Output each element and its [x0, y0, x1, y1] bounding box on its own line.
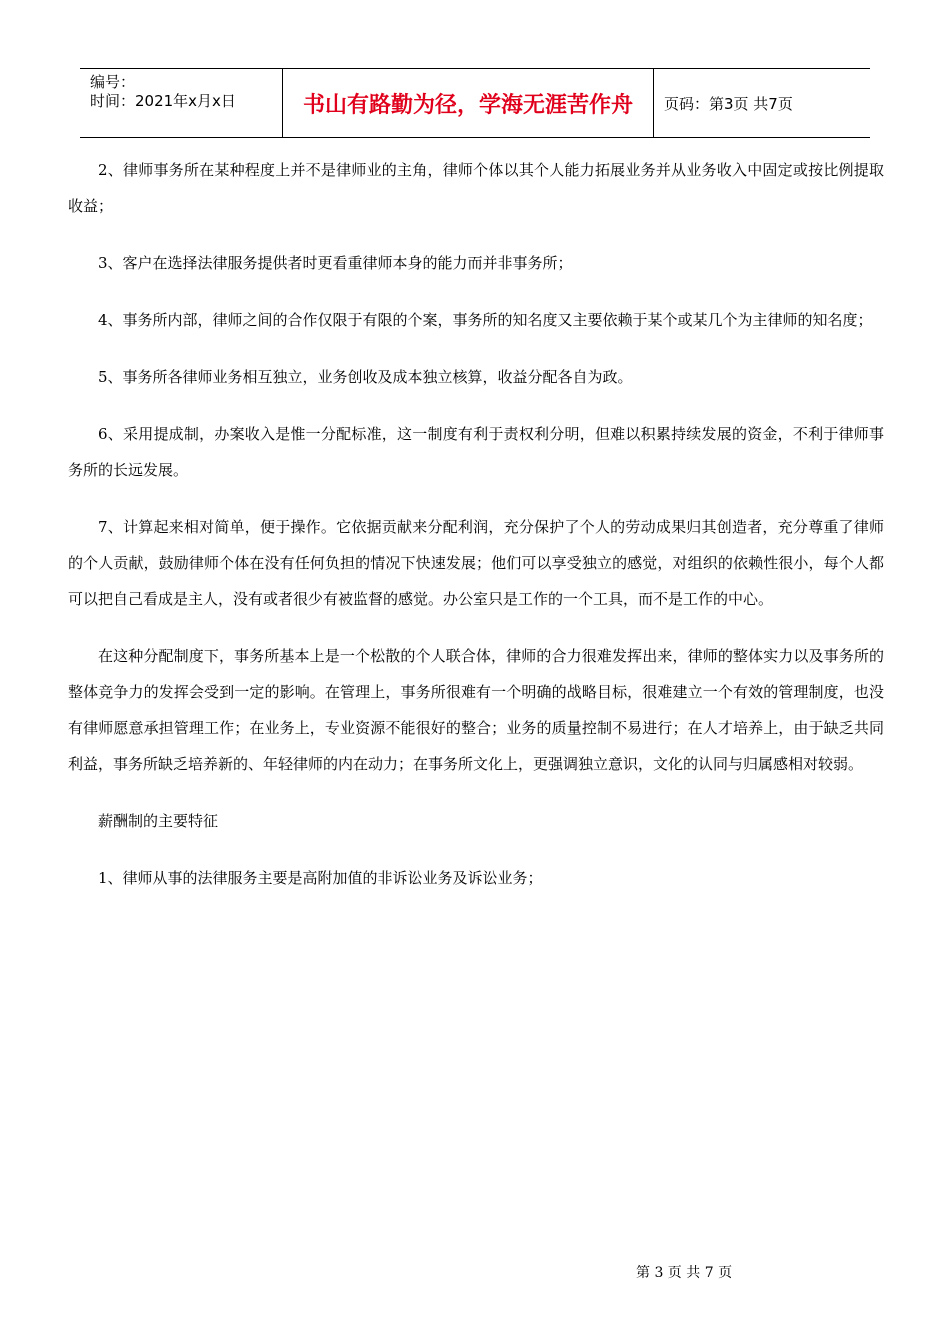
- header-motto: 书山有路勤为径，学海无涯苦作舟: [282, 69, 654, 137]
- document-number-label: 编号：: [90, 73, 136, 91]
- footer-page-number: 第 3 页 共 7 页: [636, 1265, 733, 1281]
- document-date-label: 时间：2021年x月x日: [90, 92, 236, 110]
- header-page-label: 页码：第3页 共7页: [664, 94, 793, 113]
- paragraph: 7、计算起来相对简单，便于操作。它依据贡献来分配利润，充分保护了个人的劳动成果归其创造者，充分尊重了律师的个人贡献，鼓励律师个体在没有任何负担的情况下快速发展；他们可以享受独立的感觉，对组织的依赖性很小，每个人都可以把自己看成是主人，没有或者很少有被监督的感觉。办公室只是工作的一个工具，而不是工作的中心。: [68, 518, 884, 608]
- document-body: [68, 152, 884, 917]
- section-heading: 薪酬制的主要特征: [98, 812, 219, 830]
- paragraph: 4、事务所内部，律师之间的合作仅限于有限的个案，事务所的知名度又主要依赖于某个或某几个为主律师的知名度；: [98, 311, 873, 329]
- page-header: [80, 68, 870, 138]
- paragraph: 6、采用提成制，办案收入是惟一分配标准，这一制度有利于责权利分明，但难以积累持续发展的资金，不利于律师事务所的长远发展。: [68, 425, 884, 479]
- header-meta: [80, 69, 282, 137]
- paragraph: 在这种分配制度下，事务所基本上是一个松散的个人联合体，律师的合力很难发挥出来，律师的整体实力以及事务所的整体竞争力的发挥会受到一定的影响。在管理上，事务所很难有一个明确的战略目标，很难建立一个有效的管理制度，也没有律师愿意承担管理工作；在业务上，专业资源不能很好的整合；业务的质量控制不易进行；在人才培养上，由于缺乏共同利益，事务所缺乏培养新的、年轻律师的内在动力；在事务所文化上，更强调独立意识，文化的认同与归属感相对较弱。: [68, 647, 884, 773]
- paragraph: 5、事务所各律师业务相互独立，业务创收及成本独立核算，收益分配各自为政。: [98, 368, 633, 386]
- paragraph: 2、律师事务所在某种程度上并不是律师业的主角，律师个体以其个人能力拓展业务并从业务收入中固定或按比例提取收益；: [68, 161, 884, 215]
- paragraph: 1、律师从事的法律服务主要是高附加值的非诉讼业务及诉讼业务；: [98, 869, 543, 887]
- paragraph: 3、客户在选择法律服务提供者时更看重律师本身的能力而并非事务所；: [98, 254, 573, 272]
